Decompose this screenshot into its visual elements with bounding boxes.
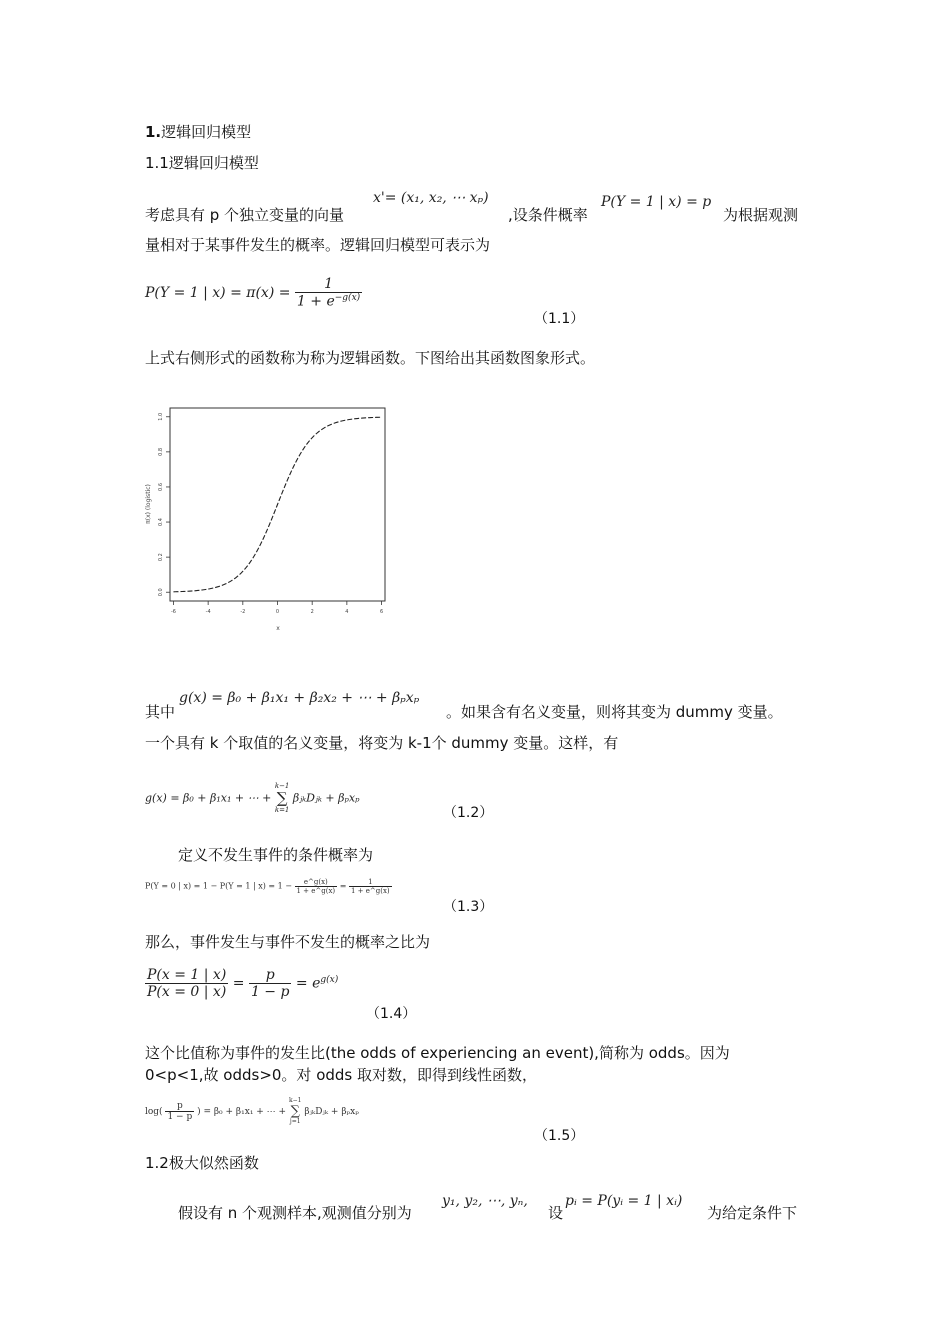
- equation-label-1-4: （1.4）: [366, 1006, 417, 1022]
- equation-label-1-2: （1.2）: [443, 805, 494, 821]
- section-title: 逻辑回归模型: [161, 123, 252, 141]
- eq14-num1: P(x = 1 | x): [147, 967, 227, 983]
- eq15-num: p: [165, 1101, 194, 1112]
- x-tick-label: 4: [345, 609, 349, 615]
- para6-line2: 0<p<1,故 odds>0。对 odds 取对数，即得到线性函数，: [145, 1066, 538, 1084]
- para1-line2: 量相对于某事件发生的概率。逻辑回归模型可表示为: [145, 236, 491, 254]
- eq15-mid: ) = β₀ + β₁x₁ + ⋯ +: [197, 1107, 287, 1117]
- y-tick-label: 0.2: [158, 553, 164, 562]
- x-axis-ticks: [171, 601, 383, 615]
- eq14-den2: 1 − p: [250, 984, 290, 1000]
- eq13-fraction-2: [349, 878, 392, 895]
- y-tick-label: 0.8: [158, 447, 164, 456]
- eq13-num2: 1: [349, 878, 392, 887]
- equation-label-1-1: （1.1）: [534, 311, 585, 327]
- eq13-num1: e^g(x): [295, 878, 338, 887]
- eq15-den: 1 − p: [167, 1112, 193, 1122]
- eq14-exponent: g(x): [320, 974, 339, 985]
- para2: 上式右侧形式的函数称为称为逻辑函数。下图给出其函数图象形式。: [145, 349, 596, 367]
- subsection-heading-1-2: 1.2极大似然函数: [145, 1154, 259, 1172]
- eq14-den1: P(x = 0 | x): [147, 984, 227, 1000]
- eq14-rhs: = e: [295, 975, 321, 992]
- para7-text-a: 假设有 n 个观测样本,观测值分别为: [178, 1204, 412, 1222]
- eq15-sum: k−1 ∑ j=1: [288, 1097, 302, 1125]
- p-i-formula: pᵢ = P(yᵢ = 1 | xᵢ): [565, 1193, 683, 1209]
- conditional-prob-formula: P(Y = 1 | x) = p: [601, 194, 712, 210]
- equation-1-1: [145, 276, 362, 310]
- eq13-den2: 1 + e^g(x): [350, 887, 390, 895]
- x-tick-label: -2: [240, 609, 246, 615]
- eq15-pre: log(: [145, 1107, 163, 1117]
- para1-text-a: 考虑具有 p 个独立变量的向量: [145, 206, 345, 224]
- equation-1-5: [145, 1097, 359, 1126]
- x-axis-label: x: [276, 625, 280, 632]
- x-tick-label: -6: [170, 609, 176, 615]
- section-number: 1.: [145, 123, 162, 141]
- eq15-sum-bottom: j=1: [289, 1118, 301, 1125]
- eq13-den1: 1 + e^g(x): [296, 887, 336, 895]
- eq15-sum-top: k−1: [288, 1097, 302, 1104]
- y-tick-label: 0.0: [158, 588, 164, 597]
- equation-1-4: [145, 967, 338, 1000]
- eq12-sum-bottom: k=1: [274, 806, 290, 814]
- para3-text-a: 其中: [145, 703, 176, 721]
- y-tick-label: 0.4: [158, 518, 164, 527]
- eq15-rhs: βⱼₖDⱼₖ + βₚxₚ: [304, 1107, 359, 1117]
- para1-text-c: 为根据观测: [723, 206, 799, 224]
- para3-line2: 一个具有 k 个取值的名义变量，将变为 k-1个 dummy 变量。这样，有: [145, 734, 619, 752]
- equation-label-1-5: （1.5）: [534, 1128, 585, 1144]
- para5: 那么，事件发生与事件不发生的概率之比为: [145, 933, 431, 951]
- equation-1-2: [145, 782, 359, 815]
- y-axis-ticks: [158, 413, 170, 596]
- eq12-sum: k−1 ∑ k=1: [274, 782, 290, 814]
- y-tick-label: 0.6: [158, 482, 164, 491]
- eq13-lhs: P(Y = 0 | x) = 1 − P(Y = 1 | x) = 1 −: [145, 881, 292, 891]
- vector-formula: x'= (x₁, x₂, ⋯ xₚ): [373, 190, 489, 206]
- eq14-eq: =: [232, 975, 245, 992]
- eq11-fraction: [295, 276, 362, 310]
- x-tick-label: -4: [205, 609, 211, 615]
- g-x-formula: g(x) = β₀ + β₁x₁ + β₂x₂ + ⋯ + βₚxₚ: [179, 690, 420, 706]
- logistic-curve: [173, 417, 381, 592]
- x-tick-label: 0: [275, 609, 280, 615]
- eq11-denominator: 1 + e: [296, 293, 335, 310]
- eq14-fraction-1: [145, 967, 228, 1000]
- eq12-sum-top: k−1: [274, 782, 290, 790]
- para7-text-b: 设: [548, 1204, 564, 1222]
- eq12-lhs: g(x) = β₀ + β₁x₁ + ⋯ +: [145, 791, 272, 805]
- y-axis-label: π(x) (logistic): [145, 484, 152, 524]
- section-heading-1: [145, 122, 251, 142]
- para4: 定义不发生事件的条件概率为: [178, 846, 374, 864]
- para7-text-c: 为给定条件下: [707, 1204, 798, 1222]
- subsection-heading-1-1: 1.1逻辑回归模型: [145, 154, 259, 172]
- eq13-mid: =: [339, 881, 347, 891]
- eq12-rhs: βⱼₖDⱼₖ + βₚxₚ: [292, 791, 360, 805]
- y-tick-label: 1.0: [158, 412, 164, 421]
- eq14-num2: p: [249, 967, 292, 984]
- y-values-formula: y₁, y₂, ⋯, yₙ,: [442, 1193, 528, 1209]
- equation-1-3: [145, 878, 392, 895]
- eq14-fraction-2: [249, 967, 292, 1000]
- para3-text-b: 。如果含有名义变量，则将其变为 dummy 变量。: [446, 703, 783, 721]
- eq11-lhs: P(Y = 1 | x) = π(x) =: [145, 284, 291, 301]
- para1-text-b: ,设条件概率: [508, 206, 588, 224]
- eq11-numerator: 1: [295, 276, 362, 293]
- x-tick-label: 2: [310, 609, 314, 615]
- eq15-fraction: [165, 1101, 194, 1122]
- eq13-fraction-1: [295, 878, 338, 895]
- eq11-exponent: −g(x): [334, 293, 361, 303]
- equation-label-1-3: （1.3）: [443, 899, 494, 915]
- para6-line1: 这个比值称为事件的发生比(the odds of experiencing an event),简称为 odds。因为: [145, 1044, 730, 1062]
- x-tick-label: 6: [379, 609, 384, 615]
- logistic-chart: [140, 398, 400, 638]
